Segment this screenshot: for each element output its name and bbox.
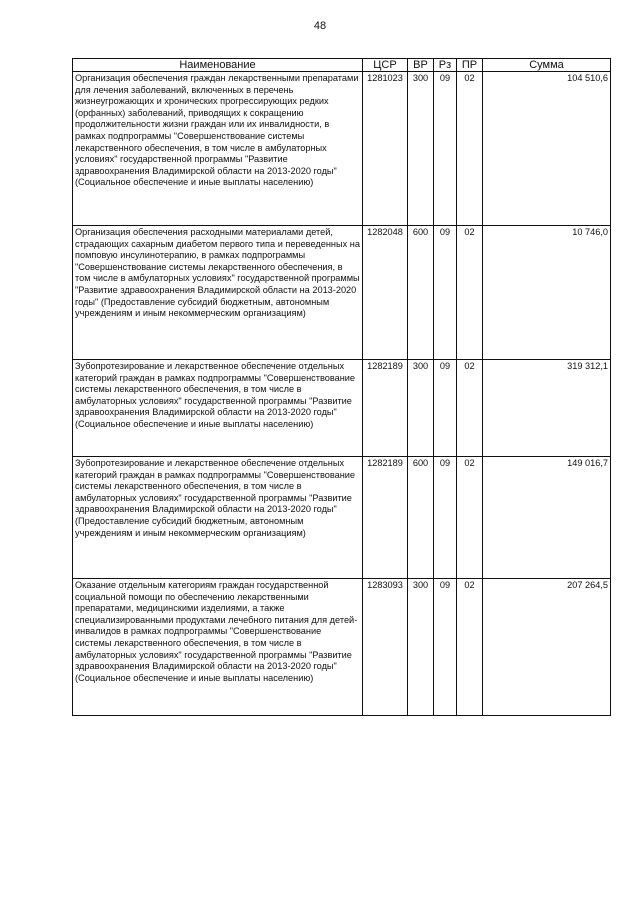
row-pr: 02 <box>457 72 483 226</box>
row-name: Зубопротезирование и лекарственное обеспечение отдельных категорий граждан в рамках подпрограммы "Совершенствование системы лекарственного обеспечения, в том числе в амбулаторных условиях" государственной программы "Развитие здравоохранения Владимирской области на 2013-2020 годы" (Социальное обеспечение и иные выплаты населению) <box>73 360 363 457</box>
table-row <box>73 226 611 360</box>
header-csr: ЦСР <box>363 59 408 72</box>
header-vr: ВР <box>408 59 434 72</box>
row-name: Организация обеспечения граждан лекарственными препаратами для лечения заболеваний, включенных в перечень жизнеугрожающих и хронических прогрессирующих редких (орфанных) заболеваний, приводящих к сокращению продолжительности жизни граждан или их инвалидности, в рамках подпрограммы "Совершенствование системы лекарственного обеспечения, в том числе в амбулаторных условиях" государственной программы "Развитие здравоохранения Владимирской области на 2013-2020 годы" (Социальное обеспечение и иные выплаты населению) <box>73 72 363 226</box>
table-header-row <box>73 59 611 72</box>
row-vr: 300 <box>408 360 434 457</box>
row-pr: 02 <box>457 226 483 360</box>
row-rz: 09 <box>434 360 457 457</box>
row-sum: 207 264,5 <box>483 579 611 716</box>
table-row <box>73 457 611 579</box>
header-name: Наименование <box>73 59 363 72</box>
row-rz: 09 <box>434 226 457 360</box>
row-csr: 1281023 <box>363 72 408 226</box>
row-vr: 600 <box>408 226 434 360</box>
header-pr: ПР <box>457 59 483 72</box>
row-csr: 1283093 <box>363 579 408 716</box>
row-csr: 1282048 <box>363 226 408 360</box>
row-vr: 300 <box>408 72 434 226</box>
row-pr: 02 <box>457 457 483 579</box>
row-pr: 02 <box>457 360 483 457</box>
row-rz: 09 <box>434 579 457 716</box>
row-rz: 09 <box>434 72 457 226</box>
row-sum: 104 510,6 <box>483 72 611 226</box>
table-row <box>73 360 611 457</box>
budget-table <box>72 58 611 716</box>
table-row <box>73 72 611 226</box>
row-sum: 10 746,0 <box>483 226 611 360</box>
table-row <box>73 579 611 716</box>
row-name: Организация обеспечения расходными материалами детей, страдающих сахарным диабетом первого типа и переведенных на помповую инсулинотерапию, в рамках подпрограммы "Совершенствование системы лекарственного обеспечения, в том числе в амбулаторных условиях" государственной программы "Развитие здравоохранения Владимирской области на 2013-2020 годы" (Предоставление субсидий бюджетным, автономным учреждениям и иным некоммерческим организациям) <box>73 226 363 360</box>
row-sum: 149 016,7 <box>483 457 611 579</box>
header-sum: Сумма <box>483 59 611 72</box>
row-rz: 09 <box>434 457 457 579</box>
header-rz: Рз <box>434 59 457 72</box>
row-name: Оказание отдельным категориям граждан государственной социальной помощи по обеспечению лекарственными препаратами, медицинскими изделиями, а также специализированными продуктами лечебного питания для детей-инвалидов в рамках подпрограммы "Совершенствование системы лекарственного обеспечения, в том числе в амбулаторных условиях" государственной программы "Развитие здравоохранения Владимирской области на 2013-2020 годы" (Социальное обеспечение и иные выплаты населению) <box>73 579 363 716</box>
row-vr: 600 <box>408 457 434 579</box>
row-pr: 02 <box>457 579 483 716</box>
row-vr: 300 <box>408 579 434 716</box>
row-name: Зубопротезирование и лекарственное обеспечение отдельных категорий граждан в рамках подпрограммы "Совершенствование системы лекарственного обеспечения, в том числе в амбулаторных условиях" государственной программы "Развитие здравоохранения Владимирской области на 2013-2020 годы" (Предоставление субсидий бюджетным, автономным учреждениям и иным некоммерческим организациям) <box>73 457 363 579</box>
page-number: 48 <box>313 20 327 32</box>
row-csr: 1282189 <box>363 457 408 579</box>
row-csr: 1282189 <box>363 360 408 457</box>
row-sum: 319 312,1 <box>483 360 611 457</box>
